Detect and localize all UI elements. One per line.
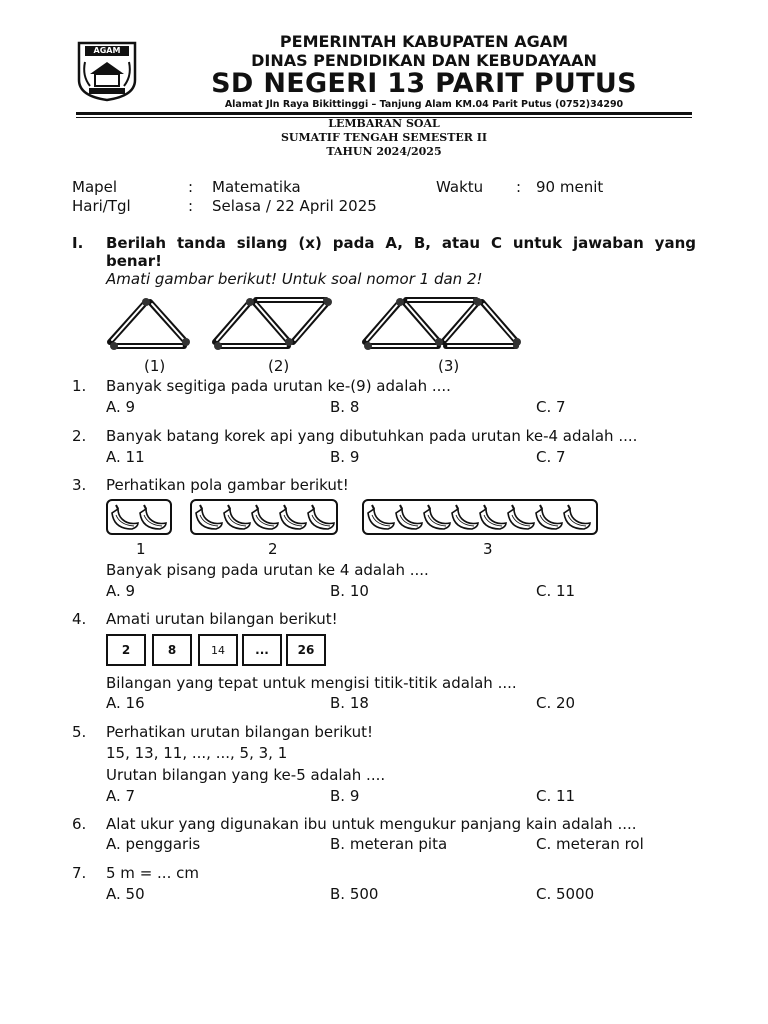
q5-option-b[interactable]: B. 9: [330, 787, 360, 805]
school-address: Alamat Jln Raya Bikittinggi – Tanjung Alam KM.04 Parit Putus (0752)34290: [224, 99, 624, 110]
number-box-1: 2: [106, 634, 146, 666]
q5-number: 5.: [72, 723, 87, 741]
q7-option-a[interactable]: A. 50: [106, 885, 145, 903]
q2-option-b[interactable]: B. 9: [330, 448, 360, 466]
q4-question: Bilangan yang tepat untuk mengisi titik-titik adalah ....: [106, 674, 517, 692]
matchstick-label-2: (2): [268, 357, 290, 375]
number-box-4: ...: [242, 634, 282, 666]
section-instruction-line1: Berilah tanda silang (x) pada A, B, atau C untuk jawaban yang: [106, 234, 696, 252]
number-box-3: 14: [198, 634, 238, 666]
banana-label-3: 3: [483, 540, 493, 558]
mapel-colon: :: [188, 178, 194, 196]
q7-option-c[interactable]: C. 5000: [536, 885, 595, 903]
q3-option-b[interactable]: B. 10: [330, 582, 369, 600]
number-box-2: 8: [152, 634, 192, 666]
waktu-colon: :: [516, 178, 522, 196]
section-note: Amati gambar berikut! Untuk soal nomor 1 dan 2!: [106, 270, 483, 288]
number-box-5: 26: [286, 634, 326, 666]
doc-title-line1: LEMBARAN SOAL: [328, 117, 440, 130]
logo-text: AGAM: [93, 46, 121, 55]
q5-option-a[interactable]: A. 7: [106, 787, 136, 805]
hari-value: Selasa / 22 April 2025: [212, 197, 377, 215]
hari-label: Hari/Tgl: [72, 197, 131, 215]
q3-number: 3.: [72, 476, 87, 494]
waktu-value: 90 menit: [536, 178, 604, 196]
q4-text: Amati urutan bilangan berikut!: [106, 610, 338, 628]
q5-question: Urutan bilangan yang ke-5 adalah ....: [106, 766, 386, 784]
q3-option-a[interactable]: A. 9: [106, 582, 136, 600]
banana-pictures: [106, 499, 598, 535]
q4-number: 4.: [72, 610, 87, 628]
section-number: I.: [72, 234, 84, 252]
q1-option-c[interactable]: C. 7: [536, 398, 566, 416]
q1-text: Banyak segitiga pada urutan ke-(9) adalah ....: [106, 377, 451, 395]
q4-option-b[interactable]: B. 18: [330, 694, 369, 712]
q4-option-a[interactable]: A. 16: [106, 694, 145, 712]
q1-option-b[interactable]: B. 8: [330, 398, 360, 416]
section-instruction-line2: benar!: [106, 252, 162, 270]
waktu-label: Waktu: [436, 178, 484, 196]
q2-number: 2.: [72, 427, 87, 445]
banana-label-2: 2: [268, 540, 278, 558]
q2-option-a[interactable]: A. 11: [106, 448, 145, 466]
q7-text: 5 m = ... cm: [106, 864, 199, 882]
q2-option-c[interactable]: C. 7: [536, 448, 566, 466]
header-line2: DINAS PENDIDIKAN DAN KEBUDAYAAN: [251, 51, 597, 70]
matchstick-pattern-figure: [100, 294, 540, 356]
q6-number: 6.: [72, 815, 87, 833]
q5-text: Perhatikan urutan bilangan berikut!: [106, 723, 374, 741]
mapel-value: Matematika: [212, 178, 301, 196]
q2-text: Banyak batang korek api yang dibutuhkan pada urutan ke-4 adalah ....: [106, 427, 638, 445]
school-name: SD NEGERI 13 PARIT PUTUS: [211, 68, 637, 99]
q4-option-c[interactable]: C. 20: [536, 694, 576, 712]
banana-label-1: 1: [136, 540, 146, 558]
matchstick-label-3: (3): [438, 357, 460, 375]
doc-title-line3: TAHUN 2024/2025: [326, 145, 442, 158]
q6-text: Alat ukur yang digunakan ibu untuk mengukur panjang kain adalah ....: [106, 815, 637, 833]
q7-option-b[interactable]: B. 500: [330, 885, 379, 903]
hari-colon: :: [188, 197, 194, 215]
header-divider-thick: [76, 112, 692, 115]
q3-text: Perhatikan pola gambar berikut!: [106, 476, 349, 494]
q3-question: Banyak pisang pada urutan ke 4 adalah ....: [106, 561, 429, 579]
q6-option-a[interactable]: A. penggaris: [106, 835, 201, 853]
mapel-label: Mapel: [72, 178, 118, 196]
matchstick-label-1: (1): [144, 357, 166, 375]
q7-number: 7.: [72, 864, 87, 882]
q3-option-c[interactable]: C. 11: [536, 582, 576, 600]
header-line1: PEMERINTAH KABUPATEN AGAM: [279, 32, 569, 51]
q6-option-c[interactable]: C. meteran rol: [536, 835, 644, 853]
doc-title-line2: SUMATIF TENGAH SEMESTER II: [280, 131, 488, 144]
q6-option-b[interactable]: B. meteran pita: [330, 835, 448, 853]
q5-sequence: 15, 13, 11, ..., ..., 5, 3, 1: [106, 744, 288, 762]
q1-option-a[interactable]: A. 9: [106, 398, 136, 416]
q1-number: 1.: [72, 377, 87, 395]
q5-option-c[interactable]: C. 11: [536, 787, 576, 805]
